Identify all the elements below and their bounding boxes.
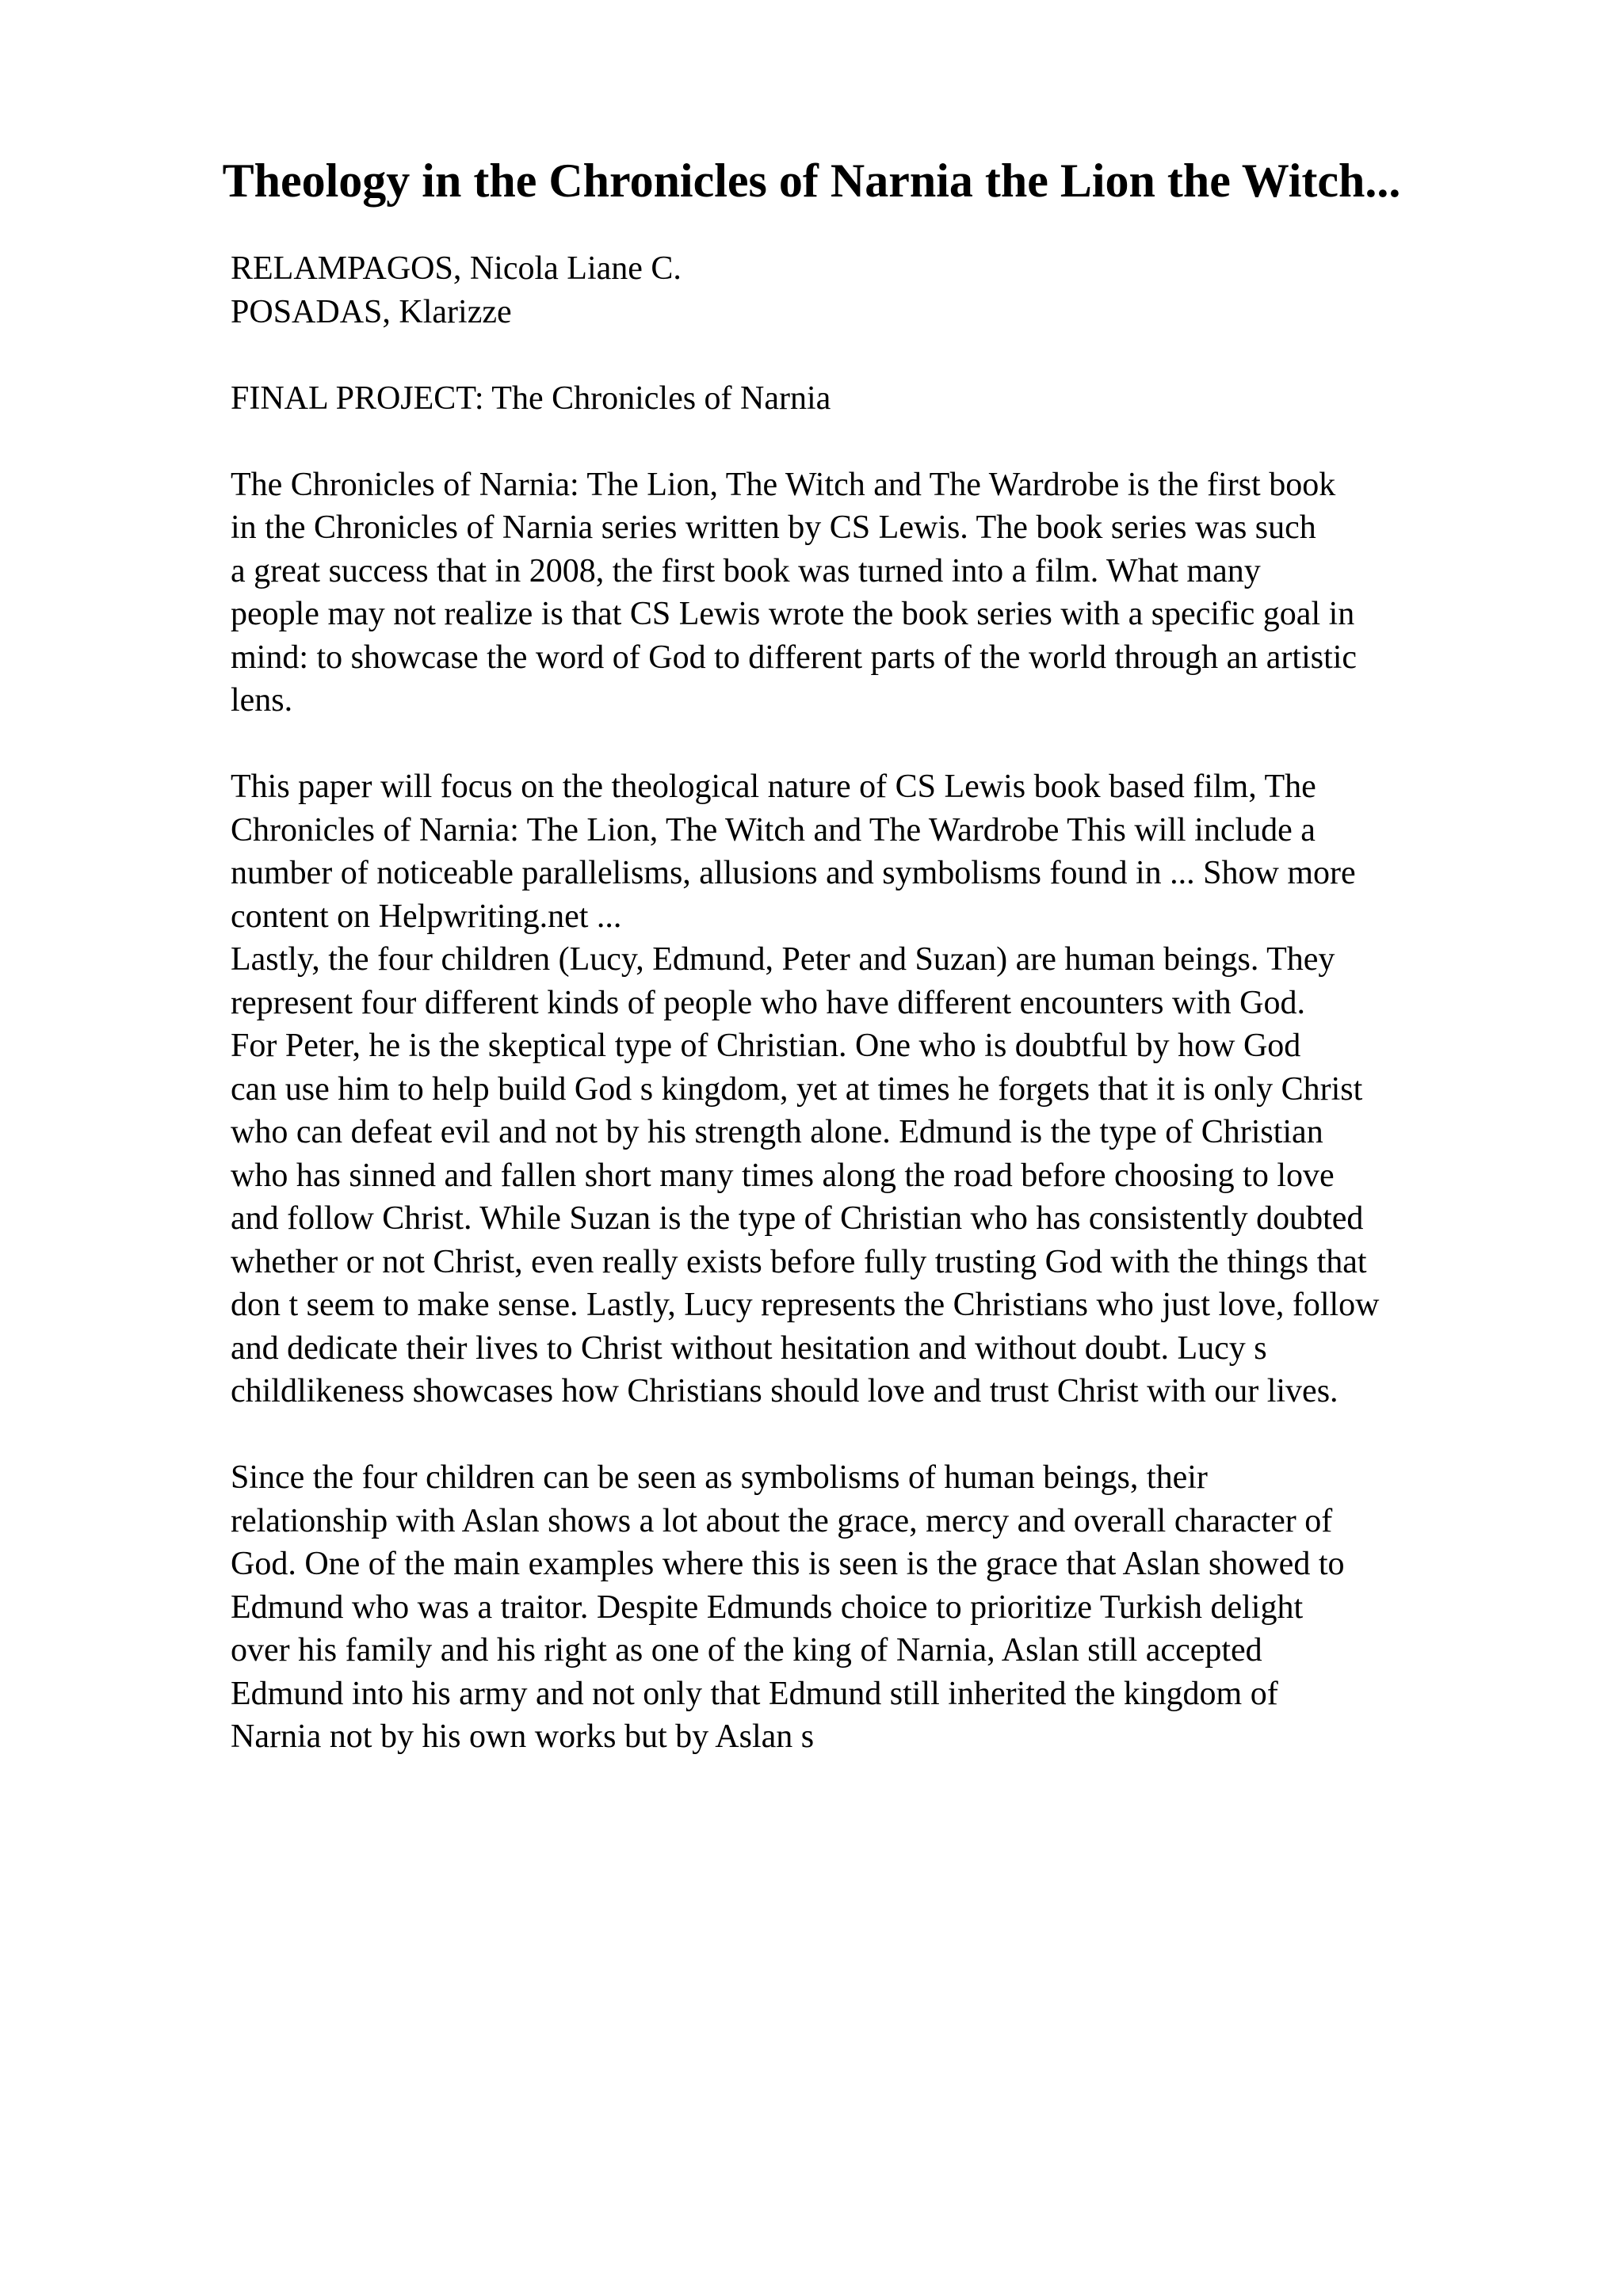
text-line: Chronicles of Narnia: The Lion, The Witch and The Wardrobe This will include a bbox=[231, 811, 1316, 849]
text-line: God. One of the main examples where this is seen is the grace that Aslan showed to bbox=[231, 1546, 1345, 1582]
text-line: Since the four children can be seen as symbolisms of human beings, their bbox=[231, 1459, 1208, 1496]
text-line: people may not realize is that CS Lewis wrote the book series with a specific goal in bbox=[231, 596, 1355, 632]
text-line: number of noticeable parallelisms, allusions and symbolisms found in ... Show more bbox=[231, 855, 1356, 891]
text-line: mind: to showcase the word of God to different parts of the world through an artistic bbox=[231, 639, 1358, 676]
text-line: For Peter, he is the skeptical type of Christian. One who is doubtful by how God bbox=[231, 1028, 1301, 1064]
text-line: don t seem to make sense. Lastly, Lucy represents the Christians who just love, follow bbox=[231, 1287, 1380, 1323]
paragraph-spacer bbox=[231, 723, 1594, 766]
text-line: in the Chronicles of Narnia series written by CS Lewis. The book series was such bbox=[231, 509, 1316, 546]
project-line: FINAL PROJECT: The Chronicles of Narnia bbox=[231, 379, 831, 417]
text-line: and follow Christ. While Suzan is the type of Christian who has consistently doubted bbox=[231, 1200, 1364, 1237]
paragraph-spacer bbox=[231, 1413, 1594, 1457]
paragraph-grace bbox=[231, 1456, 1594, 1759]
author-line: POSADAS, Klarizze bbox=[231, 293, 512, 330]
text-line: can use him to help build God s kingdom, yet at times he forgets that it is only Christ bbox=[231, 1070, 1363, 1108]
paragraph-spacer bbox=[231, 420, 1594, 463]
document-body bbox=[231, 247, 1594, 1759]
text-line: childlikeness showcases how Christians should love and trust Christ with our lives. bbox=[231, 1373, 1338, 1409]
text-line: Lastly, the four children (Lucy, Edmund, Peter and Suzan) are human beings. They bbox=[231, 941, 1335, 978]
document-title: Theology in the Chronicles of Narnia the Lion the Witch... bbox=[222, 154, 1401, 207]
author-line: RELAMPAGOS, Nicola Liane C. bbox=[231, 250, 682, 287]
text-line: represent four different kinds of people who have different encounters with God. bbox=[231, 984, 1306, 1021]
text-line: Edmund who was a traitor. Despite Edmunds choice to prioritize Turkish delight bbox=[231, 1589, 1304, 1626]
paragraph-intro bbox=[231, 463, 1594, 723]
text-line: over his family and his right as one of the king of Narnia, Aslan still accepted bbox=[231, 1632, 1262, 1669]
text-line: This paper will focus on the theological nature of CS Lewis book based film, The bbox=[231, 769, 1316, 805]
text-line: relationship with Aslan shows a lot about the grace, mercy and overall character of bbox=[231, 1502, 1333, 1539]
text-line: Narnia not by his own works but by Aslan s bbox=[231, 1718, 815, 1755]
text-line: Edmund into his army and not only that Edmund still inherited the kingdom of bbox=[231, 1675, 1278, 1712]
text-line: content on Helpwriting.net ... bbox=[231, 898, 622, 935]
text-line: and dedicate their lives to Christ without hesitation and without doubt. Lucy s bbox=[231, 1329, 1267, 1367]
text-line: lens. bbox=[231, 682, 293, 719]
text-line: who has sinned and fallen short many times along the road before choosing to love bbox=[231, 1157, 1335, 1194]
text-line: whether or not Christ, even really exists before fully trusting God with the things that bbox=[231, 1243, 1367, 1280]
text-line: who can defeat evil and not by his strength alone. Edmund is the type of Christian bbox=[231, 1114, 1323, 1150]
text-line: a great success that in 2008, the first book was turned into a film. What many bbox=[231, 552, 1261, 589]
paragraph-focus bbox=[231, 765, 1594, 1413]
paragraph-spacer bbox=[231, 334, 1594, 377]
text-line: The Chronicles of Narnia: The Lion, The Witch and The Wardrobe is the first book bbox=[231, 466, 1336, 503]
